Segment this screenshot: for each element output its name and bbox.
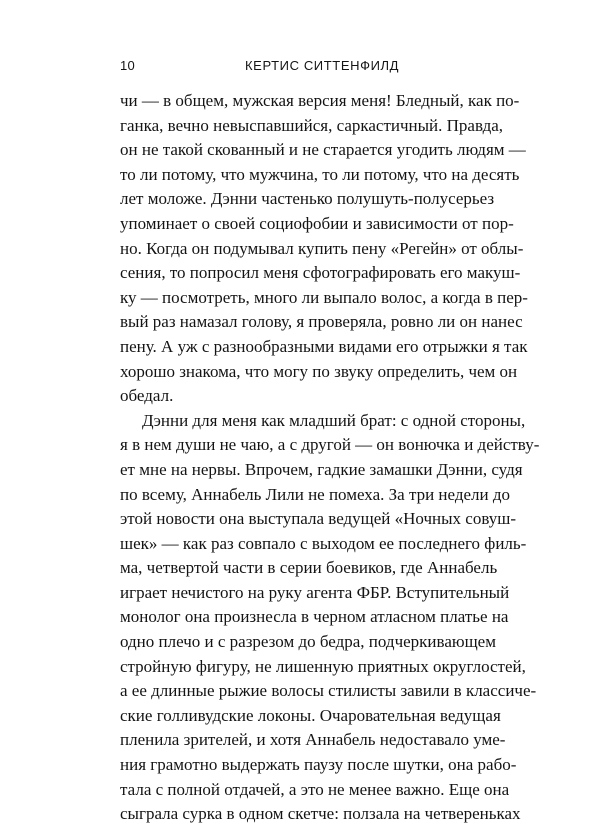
text-line: ма, четвертой части в серии боевиков, где Аннабель (120, 558, 498, 578)
text-line: а ее длинные рыжие волосы стилисты завили в классиче- (120, 681, 537, 701)
text-line: по всему, Аннабель Лили не помеха. За три недели до (120, 484, 511, 504)
text-line: он не такой скованный и не старается угодить людям — (120, 140, 526, 160)
text-line: ганка, вечно невыспавшийся, саркастичный. Правда, (120, 115, 504, 135)
text-line: играет нечистого на руку агента ФБР. Вступительный (120, 582, 510, 602)
body-text (120, 89, 540, 827)
text-line: тала с полной отдачей, а это не менее важно. Еще она (120, 779, 510, 799)
text-line: одно плечо и с разрезом до бедра, подчеркивающем (120, 632, 496, 652)
text-line: пленила зрителей, и хотя Аннабель недоставало уме- (120, 730, 506, 750)
text-line: я в нем души не чаю, а с другой — он вонючка и действу- (120, 435, 540, 455)
text-line: ет мне на нервы. Впрочем, гадкие замашки Дэнни, судя (120, 459, 523, 479)
text-line: обедал. (120, 386, 174, 406)
text-line: Дэнни для меня как младший брат: с одной стороны, (142, 410, 526, 430)
text-line: но. Когда он подумывал купить пену «Регейн» от облы- (120, 238, 524, 258)
page-number: 10 (120, 58, 136, 73)
running-head-author: КЕРТИС СИТТЕНФИЛД (245, 58, 400, 73)
text-line: упоминает о своей социофобии и зависимости от пор- (120, 213, 514, 233)
text-line: шек» — как раз совпало с выходом ее последнего филь- (120, 533, 527, 553)
text-line: ские голливудские локоны. Очаровательная ведущая (120, 705, 501, 725)
text-line: чи — в общем, мужская версия меня! Бледный, как по- (120, 91, 520, 110)
text-line: то ли потому, что мужчина, то ли потому, что на десять (120, 164, 520, 184)
text-line: сыграла сурка в одном скетче: ползала на четвереньках (120, 804, 521, 824)
text-line: стройную фигуру, не лишенную приятных округлостей, (120, 656, 526, 676)
text-line: лет моложе. Дэнни частенько полушуть-полусерьез (120, 189, 495, 209)
text-line: ния грамотно выдержать паузу после шутки, она рабо- (120, 755, 517, 775)
text-line: монолог она произнесла в черном атласном платье на (120, 607, 509, 627)
text-line: ку — посмотреть, много ли выпало волос, а когда в пер- (120, 287, 528, 307)
text-line: этой новости она выступала ведущей «Ночных совуш- (120, 509, 517, 529)
text-line: вый раз намазал голову, я проверяла, ровно ли он нанес (120, 312, 523, 332)
text-line: хорошо знакома, что могу по звуку определить, чем он (120, 361, 518, 381)
text-line: сения, то попросил меня сфотографировать его макуш- (120, 263, 521, 283)
text-line: пену. А уж с разнообразными видами его отрыжки я так (120, 336, 528, 356)
